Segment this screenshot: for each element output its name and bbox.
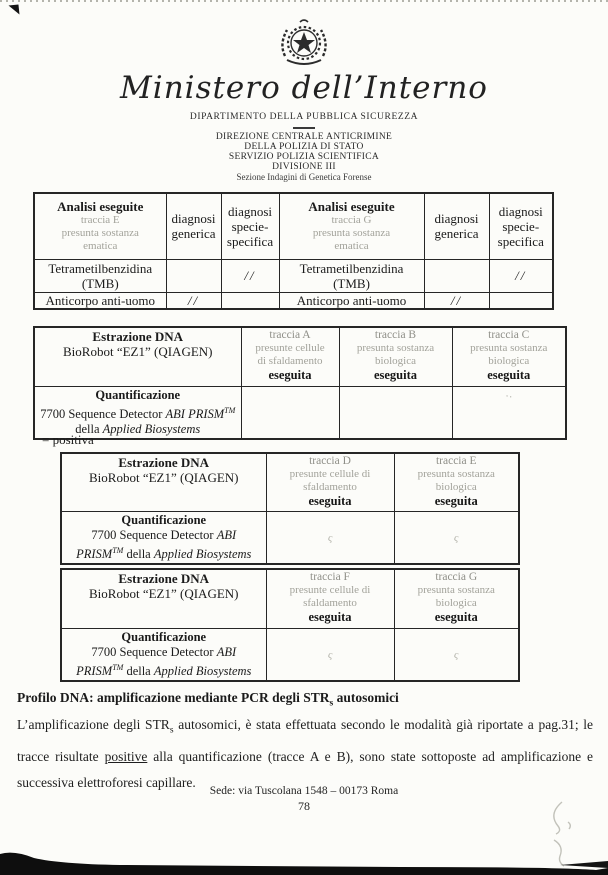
analysis-left-col-specific: diagnosi specie-specifica (221, 193, 279, 259)
positive-legend: = positiva (42, 432, 94, 447)
quant-line2-plain: 7700 Sequence Detector (40, 406, 166, 421)
analysis-left-desc2: ematica (83, 240, 118, 253)
trace-e-desc2: biologica (435, 481, 477, 493)
quant-line3-plain: della (75, 421, 103, 436)
italian-republic-emblem (267, 16, 341, 70)
extraction-title-de: Estrazione DNA (118, 455, 210, 470)
trace-b-label: traccia B (374, 329, 417, 341)
para-part1: L’amplificazione degli STR (17, 717, 170, 732)
header-divider (293, 127, 315, 129)
analysis-results-table (33, 192, 554, 310)
org-line-2: DELLA POLIZIA DI STATO (244, 142, 364, 152)
dna-extraction-table-abc (33, 326, 567, 440)
profile-dna-heading (17, 690, 597, 709)
tmb-generic-right (424, 259, 489, 292)
org-line-1: DIREZIONE CENTRALE ANTICRIMINE (215, 132, 393, 142)
section-line: Sezione Indagini di Genetica Forense (236, 172, 372, 182)
para-part3: alla quantificazione (tracce A e B), sono state sottoposte ad amplificazione e successiva elettroforesi capillare. (17, 749, 594, 790)
antibody-generic-left: // (166, 292, 221, 309)
quant-de-line3-plain: della (123, 546, 154, 561)
org-line-4: DIVISIONE III (272, 162, 336, 172)
analysis-left-desc1: presunta sostanza (61, 227, 139, 240)
trace-g-label: traccia G (435, 571, 478, 583)
para-sub: s (169, 725, 174, 736)
trace-f-header (266, 569, 394, 628)
trace-e-desc1: presunta sostanza (417, 468, 495, 480)
quantification-title-fg: Quantificazione (121, 629, 207, 644)
trace-a-status: eseguita (268, 368, 312, 382)
org-line-3: SERVIZIO POLIZIA SCIENTIFICA (228, 152, 380, 162)
analysis-right-col-specific: diagnosi specie-specifica (489, 193, 553, 259)
quant-result-a (241, 386, 339, 439)
quantification-title: Quantificazione (95, 387, 181, 402)
trace-g-status: eseguita (434, 610, 478, 624)
quant-mark-e: ς (452, 531, 460, 544)
amplification-paragraph (17, 712, 593, 795)
trace-a-desc2: di sfaldamento (257, 355, 323, 367)
analysis-right-title: Analisi eseguite (308, 199, 395, 215)
trace-d-desc2: sfaldamento (303, 481, 357, 493)
quant-fg-line3-sup: TM (112, 662, 124, 672)
trace-d-header (266, 453, 394, 511)
trace-c-desc2: biologica (488, 355, 530, 367)
trace-f-desc1: presunte cellule di (289, 584, 371, 596)
trace-d-desc1: presunte cellule di (289, 468, 371, 480)
quant-de-line2-italic: ABI (216, 527, 237, 542)
tmb-generic-left (166, 259, 221, 292)
trace-c-desc1: presunta sostanza (470, 342, 548, 354)
quant-result-c (452, 386, 566, 439)
trace-e-status: eseguita (434, 494, 478, 508)
quant-line3-italic: Applied Biosystems (102, 421, 201, 436)
trace-b-desc2: biologica (375, 355, 416, 367)
antibody-specific-left (221, 292, 279, 309)
trace-e-label: traccia E (435, 455, 477, 467)
quant-result-e (394, 511, 519, 564)
quant-fg-line2-plain: 7700 Sequence Detector (91, 644, 217, 659)
quant-de-line3-sup: TM (112, 545, 124, 555)
extraction-header-abc (34, 327, 241, 386)
extraction-device-de: BioRobot “EZ1” (QIAGEN) (89, 470, 239, 485)
quant-de-line2-plain: 7700 Sequence Detector (91, 527, 217, 542)
para-underlined-word: positive (104, 749, 148, 765)
quant-fg-line3-italic2: Applied Biosystems (153, 663, 252, 678)
quant-fg-line2-italic: ABI (216, 644, 237, 659)
trace-a-desc1: presunte cellule (255, 342, 325, 354)
heading-pre: Profilo DNA: amplificazione mediante PCR degli STR (17, 690, 330, 705)
quantification-header-fg (61, 628, 266, 681)
trace-c-header (452, 327, 566, 386)
trace-g-header (394, 569, 519, 628)
trace-b-status: eseguita (373, 368, 418, 382)
heading-post: autosomici (333, 690, 399, 705)
tmb-specific-left: // (221, 259, 279, 292)
extraction-device: BioRobot “EZ1” (QIAGEN) (63, 344, 213, 359)
quant-result-b (339, 386, 452, 439)
page-number: 78 (298, 799, 310, 813)
trace-e-header (394, 453, 519, 511)
scan-artifact-top-dotted-line (0, 0, 608, 2)
tmb-label-right: Tetrametilbenzidina (TMB) (279, 259, 424, 292)
quantification-header-de (61, 511, 266, 564)
analysis-left-col-generic: diagnosi generica (166, 193, 221, 259)
trace-b-desc1: presunta sostanza (356, 342, 435, 354)
department-line: DIPARTIMENTO DELLA PUBBLICA SICUREZZA (189, 112, 419, 122)
quant-mark-f: ς (326, 648, 334, 661)
trace-g-desc2: biologica (435, 597, 477, 609)
trace-f-status: eseguita (308, 610, 352, 624)
analysis-left-trace: traccia E (80, 214, 120, 227)
analysis-left-title: Analisi eseguite (57, 199, 144, 215)
trace-d-label: traccia D (309, 455, 351, 467)
extraction-title-fg: Estrazione DNA (118, 571, 210, 586)
para-part2: autosomici, è stata effettuata secondo le modalità già riportate a pag.31; le tracce risultate (17, 717, 594, 765)
extraction-title: Estrazione DNA (92, 329, 184, 344)
scan-artifact-corner-triangle (9, 5, 20, 16)
quant-de-line3-italic1: PRISM (76, 546, 113, 561)
trace-f-label: traccia F (310, 571, 350, 583)
dna-extraction-table-fg (60, 568, 520, 682)
tmb-specific-right: // (489, 259, 553, 292)
footer-address: Sede: via Tuscolana 1548 – 00173 Roma (209, 785, 399, 797)
quant-de-line3-italic2: Applied Biosystems (153, 546, 252, 561)
quantification-header-abc (34, 386, 241, 439)
analysis-right-trace: traccia G (331, 214, 372, 227)
extraction-device-fg: BioRobot “EZ1” (QIAGEN) (89, 586, 239, 601)
quant-mark-c: ·· (504, 389, 514, 404)
analysis-left-header (34, 193, 166, 259)
trace-f-desc2: sfaldamento (303, 597, 357, 609)
tmb-label-left: Tetrametilbenzidina (TMB) (34, 259, 166, 292)
quantification-title-de: Quantificazione (121, 512, 207, 527)
extraction-header-de (61, 453, 266, 511)
analysis-right-col-generic: diagnosi generica (424, 193, 489, 259)
quant-fg-line3-plain: della (123, 663, 154, 678)
quant-line2-sup: TM (224, 405, 236, 415)
quant-result-d (266, 511, 394, 564)
antibody-generic-right: // (424, 292, 489, 309)
trace-a-label: traccia A (269, 329, 311, 341)
quant-result-g (394, 628, 519, 681)
antibody-label-left: Anticorpo anti-uomo (34, 292, 166, 309)
extraction-header-fg (61, 569, 266, 628)
dna-extraction-table-de (60, 452, 520, 565)
trace-g-desc1: presunta sostanza (417, 584, 495, 596)
trace-c-label: traccia C (488, 329, 530, 341)
quant-mark-d: ς (326, 531, 334, 544)
analysis-right-desc2: ematica (334, 240, 369, 253)
ministry-title: Ministero dell’Interno (120, 70, 488, 106)
trace-b-header (339, 327, 452, 386)
trace-c-status: eseguita (487, 368, 531, 382)
antibody-specific-right (489, 292, 553, 309)
antibody-label-right: Anticorpo anti-uomo (279, 292, 424, 309)
trace-a-header (241, 327, 339, 386)
quant-line2-italic: ABI PRISM (165, 406, 225, 421)
quant-result-f (266, 628, 394, 681)
scan-artifact-bottom-band (0, 849, 608, 875)
quant-fg-line3-italic1: PRISM (76, 663, 113, 678)
trace-d-status: eseguita (308, 494, 352, 508)
quant-mark-g: ς (452, 648, 460, 661)
analysis-right-desc1: presunta sostanza (312, 227, 391, 240)
analysis-right-header (279, 193, 424, 259)
heading-sub: s (329, 698, 334, 709)
